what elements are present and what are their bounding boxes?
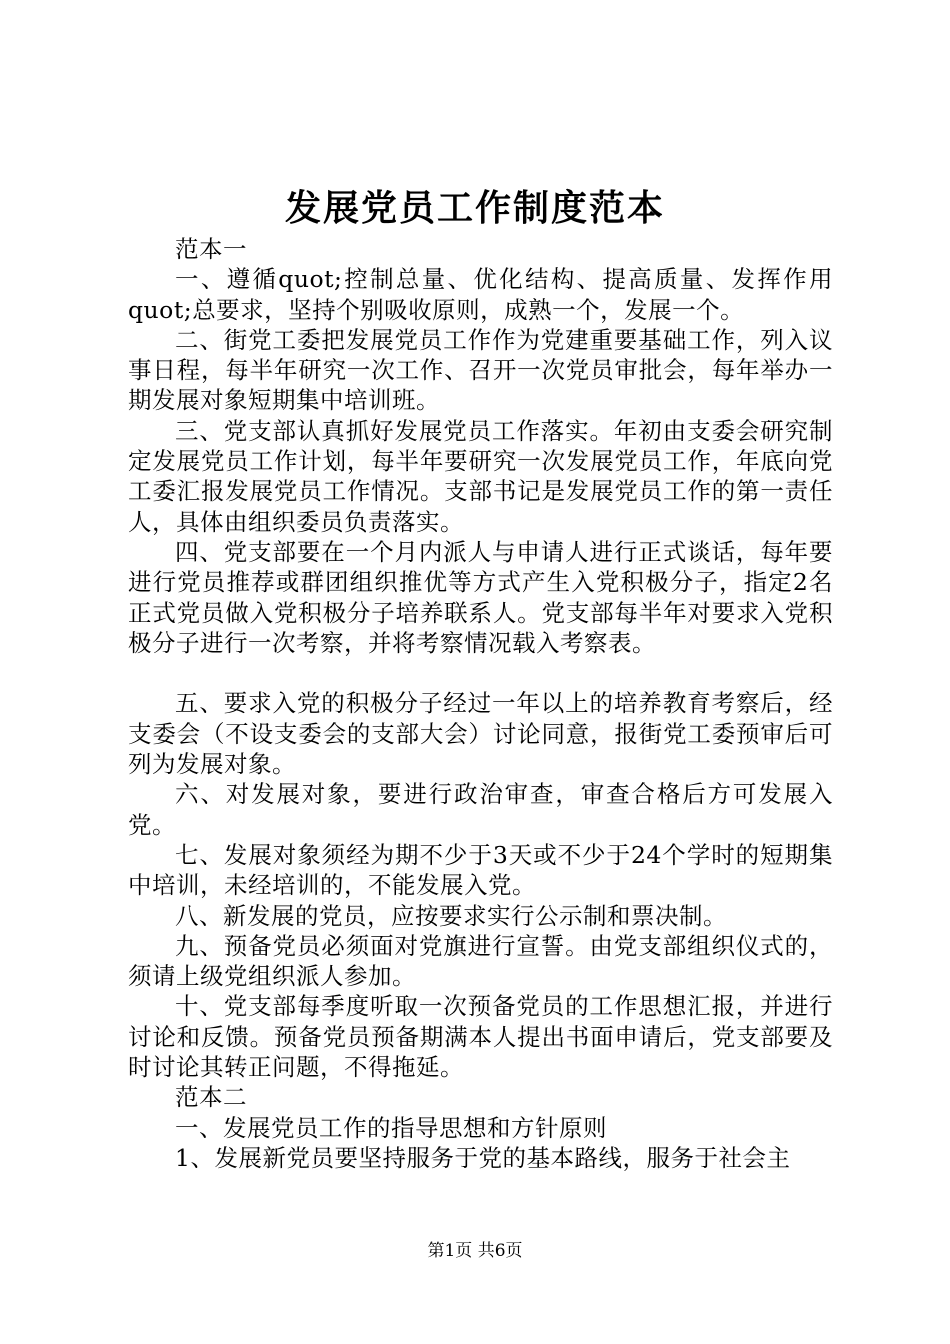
blank-line (128, 658, 833, 688)
paragraph-item-3: 三、党支部认真抓好发展党员工作落实。年初由支委会研究制定发展党员工作计划，每半年要研究一次发展党员工作，年底向党工委汇报发展党员工作情况。支部书记是发展党员工作的第一责任人，具体由组织委员负责落实。 (128, 416, 833, 536)
page-footer: 第1页 共6页 (427, 1241, 523, 1261)
document-title: 发展党员工作制度范本 (284, 187, 665, 229)
paragraph-section-heading-1: 范本一 (175, 235, 247, 263)
document-body (128, 234, 833, 1173)
paragraph-subheading: 一、发展党员工作的指导思想和方针原则 (175, 1113, 607, 1142)
paragraph-item-continued: 1、发展新党员要坚持服务于党的基本路线，服务于社会主 (175, 1143, 791, 1172)
paragraph-item-6: 六、对发展对象，要进行政治审查，审查合格后方可发展入党。 (128, 780, 833, 839)
paragraph-item-9: 九、预备党员必须面对党旗进行宣誓。由党支部组织仪式的，须请上级党组织派人参加。 (128, 931, 833, 991)
paragraph-item-1: 一、遵循quot;控制总量、优化结构、提高质量、发挥作用quot;总要求，坚持个别吸收原则，成熟一个，发展一个。 (128, 265, 833, 324)
paragraph-item-4: 四、党支部要在一个月内派人与申请人进行正式谈话，每年要进行党员推荐或群团组织推优等方式产生入党积极分子，指定2名正式党员做入党积极分子培养联系人。党支部每半年对要求入党积极分子进行一次考察，并将考察情况载入考察表。 (128, 537, 833, 657)
paragraph-section-heading-2: 范本二 (175, 1083, 247, 1112)
paragraph-item-8: 八、新发展的党员，应按要求实行公示制和票决制。 (175, 901, 727, 930)
paragraph-item-10: 十、党支部每季度听取一次预备党员的工作思想汇报，并进行讨论和反馈。预备党员预备期满本人提出书面申请后，党支部要及时讨论其转正问题，不得拖延。 (128, 992, 833, 1082)
paragraph-item-5: 五、要求入党的积极分子经过一年以上的培养教育考察后，经支委会（不设支委会的支部大会）讨论同意，报街党工委预审后可列为发展对象。 (128, 689, 833, 779)
paragraph-item-7: 七、发展对象须经为期不少于3天或不少于24个学时的短期集中培训，未经培训的，不能发展入党。 (128, 840, 833, 900)
paragraph-item-2: 二、街党工委把发展党员工作作为党建重要基础工作，列入议事日程，每半年研究一次工作、召开一次党员审批会，每年举办一期发展对象短期集中培训班。 (128, 325, 833, 415)
